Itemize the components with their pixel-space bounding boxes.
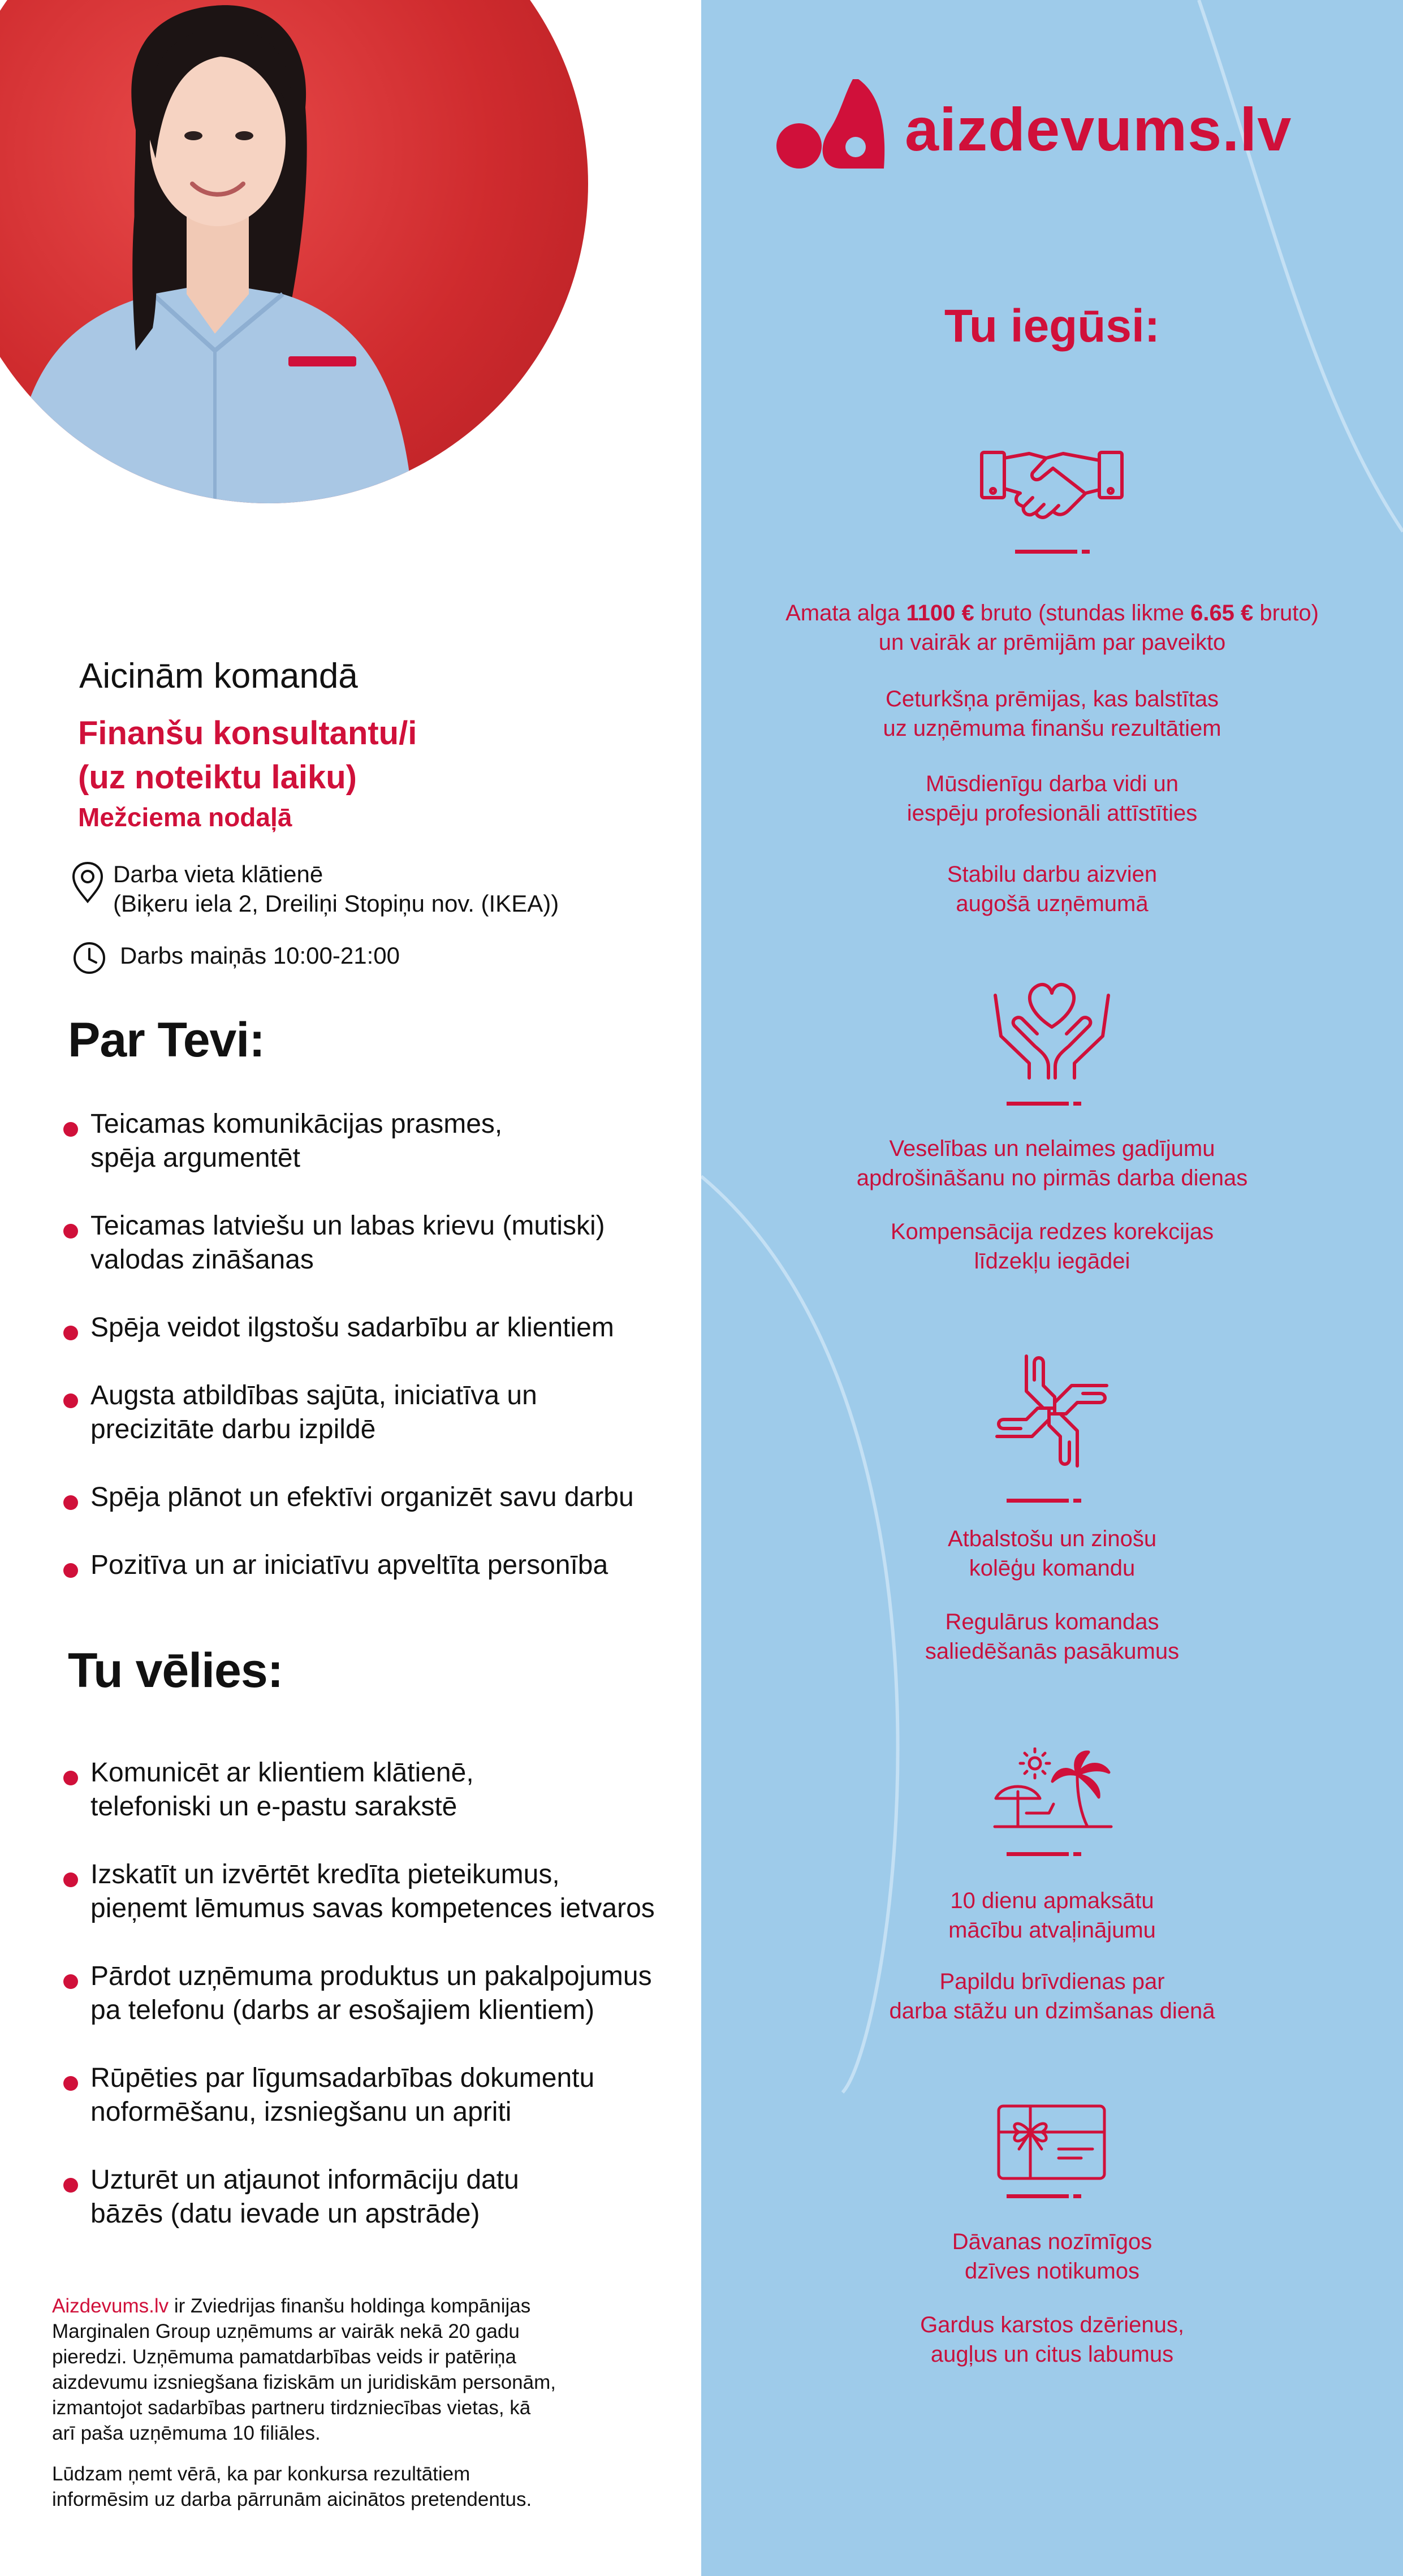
workplace-address: (Biķeru iela 2, Dreiliņi Stopiņu nov. (IKEA)) [113, 890, 559, 917]
benefit-line: Ceturkšņa prēmijas, kas balstītas [885, 687, 1219, 711]
company-line: aizdevumu izsniegšana fiziskām un juridiskām personām, [52, 2371, 556, 2393]
list-item-line: telefoniski un e-pastu sarakstē [90, 1792, 457, 1822]
benefit-line: Atbalstošu un zinošu [947, 1526, 1157, 1551]
list-item-line: pieņemt lēmumus savas kompetences ietvaros [90, 1893, 655, 1923]
benefit-text [701, 1217, 1403, 1276]
list-item [62, 1209, 701, 1277]
list-item [62, 1960, 701, 2027]
benefit-text [701, 1524, 1403, 1583]
list-item-line: Spēja plānot un efektīvi organizēt savu darbu [90, 1482, 634, 1512]
benefits-panel [701, 0, 1403, 2576]
benefit-line: uz uzņēmuma finanšu rezultātiem [883, 716, 1221, 741]
salary-part: Amata alga [785, 601, 906, 625]
schedule-info [68, 938, 400, 977]
list-item-line: spēja argumentēt [90, 1143, 300, 1173]
decorative-curves [701, 0, 1403, 2576]
list-item [62, 1379, 701, 1447]
intro-text: Aicinām komandā [79, 657, 358, 696]
list-item-line: Komunicēt ar klientiem klātienē, [90, 1758, 474, 1788]
list-item [62, 1858, 701, 1926]
list-item-line: precizitāte darbu izpildē [90, 1414, 376, 1444]
divider-dot [1073, 1852, 1081, 1856]
list-item [62, 2061, 701, 2129]
benefit-line: augošā uzņēmumā [956, 891, 1149, 916]
benefit-line: Mūsdienīgu darba vidi un [926, 771, 1178, 796]
list-item-line: Rūpēties par līgumsadarbības dokumentu [90, 2063, 595, 2093]
divider [1007, 1102, 1069, 1106]
benefit-line: Regulārus komandas [945, 1610, 1159, 1634]
divider [1007, 1852, 1069, 1856]
divider [1007, 2194, 1069, 2198]
you-want-heading: Tu vēlies: [68, 1643, 283, 1698]
you-want-list [62, 1756, 701, 2265]
benefit-text [701, 1134, 1403, 1193]
benefit-line: kolēģu komandu [969, 1556, 1136, 1581]
person-illustration [0, 0, 588, 503]
benefit-line: apdrošināšanu no pirmās darba dienas [856, 1166, 1248, 1190]
logo-mark-icon [774, 78, 892, 174]
list-item [62, 1481, 701, 1514]
benefit-text [701, 2310, 1403, 2369]
company-description [52, 2293, 584, 2446]
benefit-line: Veselības un nelaimes gadījumu [889, 1136, 1215, 1161]
list-item-line: Pozitīva un ar iniciatīvu apveltīta personība [90, 1550, 608, 1580]
job-title [78, 711, 644, 800]
job-title-line: Finanšu konsultantu/i [78, 715, 417, 752]
company-line: izmantojot sadarbības partneru tirdzniecības vietas, kā [52, 2397, 531, 2419]
hourly-rate: 6.65 € [1190, 601, 1254, 625]
team-hands-icon [992, 1352, 1111, 1470]
note-line: informēsim uz darba pārrunām aicinātos pretendentus. [52, 2488, 532, 2510]
benefit-line: saliedēšanās pasākumus [925, 1639, 1180, 1664]
benefit-text [701, 2227, 1403, 2286]
benefit-line: Stabilu darbu aizvien [947, 862, 1158, 887]
divider-dot [1073, 1499, 1081, 1503]
company-line: Marginalen Group uzņēmums ar vairāk nekā 20 gadu [52, 2320, 520, 2342]
divider-dot [1073, 1102, 1081, 1106]
benefit-line: Papildu brīvdienas par [939, 1969, 1165, 1994]
benefit-line: Kompensācija redzes korekcijas [890, 1219, 1214, 1244]
salary-amount: 1100 € [906, 601, 974, 625]
company-line: pieredzi. Uzņēmuma pamatdarbības veids ir patēriņa [52, 2346, 516, 2368]
list-item-line: bāzēs (datu ievade un apstrāde) [90, 2199, 480, 2229]
list-item-line: Spēja veidot ilgstošu sadarbību ar klientiem [90, 1313, 614, 1343]
location-pin-icon [68, 860, 107, 905]
benefit-line: augļus un citus labumus [930, 2342, 1174, 2367]
logo-wordmark: aizdevums.lv [905, 95, 1292, 163]
list-item-line: Augsta atbildības sajūta, iniciatīva un [90, 1380, 537, 1410]
about-you-heading: Par Tevi: [68, 1013, 265, 1067]
company-brand-link[interactable]: Aizdevums.lv [52, 2295, 169, 2317]
benefit-text [701, 1607, 1403, 1666]
list-item [62, 1548, 701, 1582]
divider-dot [1073, 2194, 1081, 2198]
benefit-text [701, 860, 1403, 918]
caring-hands-heart-icon [990, 973, 1114, 1080]
benefit-line: līdzekļu iegādei [974, 1249, 1130, 1274]
handshake-icon [978, 441, 1125, 537]
workplace-info [68, 860, 559, 918]
note-line: Lūdzam ņemt vērā, ka par konkursa rezultātiem [52, 2463, 470, 2485]
list-item-line: Izskatīt un izvērtēt kredīta pieteikumus, [90, 1859, 560, 1889]
about-you-list [62, 1107, 701, 1616]
benefit-line: mācību atvaļinājumu [948, 1918, 1156, 1943]
benefit-text [701, 684, 1403, 743]
salary-bonus-line: un vairāk ar prēmijām par paveikto [878, 630, 1226, 655]
employee-photo [0, 0, 588, 503]
list-item-line: Teicamas latviešu un labas krievu (mutiski) [90, 1211, 605, 1241]
benefit-line: darba stāžu un dzimšanas dienā [889, 1999, 1215, 2023]
application-note [52, 2461, 584, 2512]
salary-part: bruto (stundas likme [974, 601, 1191, 625]
workplace-line: Darba vieta klātienē [113, 861, 323, 887]
benefit-line: dzīves notikumos [964, 2259, 1140, 2284]
list-item [62, 1107, 701, 1175]
benefit-text [701, 1967, 1403, 2026]
list-item-line: pa telefonu (darbs ar esošajiem klientiem) [90, 1995, 595, 2025]
divider-dot [1082, 550, 1090, 554]
gift-card-icon [996, 2104, 1107, 2183]
salary-text [701, 598, 1403, 657]
list-item-line: Pārdot uzņēmuma produktus un pakalpojumus [90, 1961, 652, 1991]
benefit-text [701, 1886, 1403, 1945]
salary-part: bruto) [1253, 601, 1319, 625]
list-item [62, 2163, 701, 2231]
benefit-line: Dāvanas nozīmīgos [952, 2229, 1152, 2254]
benefit-line: iespēju profesionāli attīstīties [906, 801, 1198, 826]
clock-icon [68, 938, 107, 977]
list-item-line: Teicamas komunikācijas prasmes, [90, 1109, 503, 1139]
schedule-text: Darbs maiņās 10:00-21:00 [120, 942, 400, 969]
divider [1015, 550, 1077, 554]
job-title-line: (uz noteiktu laiku) [78, 759, 357, 796]
list-item-line: noformēšanu, izsniegšanu un apriti [90, 2097, 512, 2127]
benefit-line: Gardus karstos dzērienus, [920, 2312, 1184, 2337]
benefit-line: 10 dienu apmaksātu [950, 1888, 1154, 1913]
list-item [62, 1311, 701, 1345]
company-logo [774, 78, 1339, 174]
divider [1007, 1499, 1069, 1503]
company-line: ir Zviedrijas finanšu holdinga kompānijas [169, 2295, 531, 2317]
company-line: arī paša uzņēmuma 10 filiāles. [52, 2422, 321, 2444]
list-item-line: Uzturēt un atjaunot informāciju datu [90, 2165, 519, 2195]
list-item [62, 1756, 701, 1824]
list-item-line: valodas zināšanas [90, 1245, 314, 1275]
job-department: Mežciema nodaļā [78, 802, 292, 832]
beach-vacation-icon [992, 1747, 1114, 1832]
benefits-heading: Tu iegūsi: [944, 300, 1160, 352]
benefit-text [701, 769, 1403, 828]
